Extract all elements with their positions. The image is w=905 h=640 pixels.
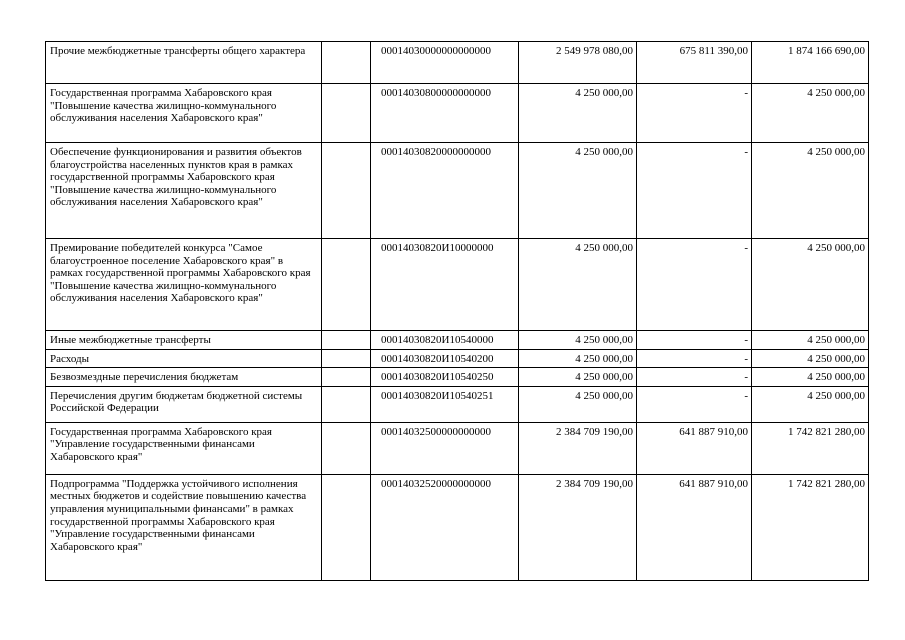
row-code: 00014030820И10540250 bbox=[371, 368, 519, 387]
table-row bbox=[46, 331, 869, 350]
row-name: Государственная программа Хабаровского края "Управление государственными финансами Хабаровского края" bbox=[46, 422, 322, 474]
table-row bbox=[46, 84, 869, 143]
row-value-3: 1 742 821 280,00 bbox=[752, 422, 869, 474]
row-empty-cell bbox=[322, 422, 371, 474]
row-name: Премирование победителей конкурса "Самое благоустроенное поселение Хабаровского края" в рамках государственной программы Хабаровского края "Повышение качества жилищно-коммунального обслуживания населения Хабаровского края" bbox=[46, 239, 322, 331]
row-value-2: - bbox=[637, 386, 752, 422]
table-body bbox=[46, 42, 869, 581]
row-value-2: - bbox=[637, 331, 752, 350]
row-empty-cell bbox=[322, 143, 371, 239]
row-empty-cell bbox=[322, 42, 371, 84]
row-value-2: - bbox=[637, 143, 752, 239]
row-name: Обеспечение функционирования и развития объектов благоустройства населенных пунктов края в рамках государственной программы Хабаровского края "Повышение качества жилищно-коммунального обслуживания населения Хабаровского края" bbox=[46, 143, 322, 239]
row-value-3: 4 250 000,00 bbox=[752, 84, 869, 143]
row-value-1: 4 250 000,00 bbox=[519, 349, 637, 368]
row-code: 00014032500000000000 bbox=[371, 422, 519, 474]
row-code: 00014030820И10540000 bbox=[371, 331, 519, 350]
row-empty-cell bbox=[322, 331, 371, 350]
row-code: 00014032520000000000 bbox=[371, 474, 519, 580]
table-row bbox=[46, 349, 869, 368]
row-value-3: 4 250 000,00 bbox=[752, 331, 869, 350]
row-code: 00014030000000000000 bbox=[371, 42, 519, 84]
row-empty-cell bbox=[322, 368, 371, 387]
row-value-3: 4 250 000,00 bbox=[752, 349, 869, 368]
budget-table-container bbox=[45, 41, 869, 581]
row-value-3: 4 250 000,00 bbox=[752, 143, 869, 239]
table-row bbox=[46, 42, 869, 84]
row-empty-cell bbox=[322, 239, 371, 331]
row-value-1: 4 250 000,00 bbox=[519, 386, 637, 422]
row-value-2: 641 887 910,00 bbox=[637, 422, 752, 474]
table-row bbox=[46, 422, 869, 474]
row-value-1: 2 384 709 190,00 bbox=[519, 422, 637, 474]
table-row bbox=[46, 386, 869, 422]
row-empty-cell bbox=[322, 474, 371, 580]
row-empty-cell bbox=[322, 349, 371, 368]
row-empty-cell bbox=[322, 386, 371, 422]
row-value-1: 2 549 978 080,00 bbox=[519, 42, 637, 84]
row-value-1: 2 384 709 190,00 bbox=[519, 474, 637, 580]
row-code: 00014030820И10540200 bbox=[371, 349, 519, 368]
row-code: 00014030820И10000000 bbox=[371, 239, 519, 331]
table-row bbox=[46, 239, 869, 331]
row-value-1: 4 250 000,00 bbox=[519, 368, 637, 387]
row-value-3: 4 250 000,00 bbox=[752, 368, 869, 387]
row-value-2: - bbox=[637, 368, 752, 387]
table-row bbox=[46, 474, 869, 580]
row-name: Подпрограмма "Поддержка устойчивого исполнения местных бюджетов и содействие повышению качества управления муниципальными финансами" в рамках государственной программы Хабаровского края "Управление государственными финансами Хабаровского края" bbox=[46, 474, 322, 580]
row-name: Перечисления другим бюджетам бюджетной системы Российской Федерации bbox=[46, 386, 322, 422]
table-row bbox=[46, 143, 869, 239]
row-value-2: - bbox=[637, 84, 752, 143]
budget-table bbox=[45, 41, 869, 581]
row-value-3: 4 250 000,00 bbox=[752, 239, 869, 331]
row-name: Государственная программа Хабаровского края "Повышение качества жилищно-коммунального обслуживания населения Хабаровского края" bbox=[46, 84, 322, 143]
row-value-2: 641 887 910,00 bbox=[637, 474, 752, 580]
table-row bbox=[46, 368, 869, 387]
row-code: 00014030800000000000 bbox=[371, 84, 519, 143]
row-value-2: 675 811 390,00 bbox=[637, 42, 752, 84]
row-code: 00014030820000000000 bbox=[371, 143, 519, 239]
row-code: 00014030820И10540251 bbox=[371, 386, 519, 422]
row-name: Расходы bbox=[46, 349, 322, 368]
row-value-3: 4 250 000,00 bbox=[752, 386, 869, 422]
row-name: Прочие межбюджетные трансферты общего характера bbox=[46, 42, 322, 84]
row-value-3: 1 742 821 280,00 bbox=[752, 474, 869, 580]
row-value-3: 1 874 166 690,00 bbox=[752, 42, 869, 84]
row-value-1: 4 250 000,00 bbox=[519, 331, 637, 350]
row-name: Безвозмездные перечисления бюджетам bbox=[46, 368, 322, 387]
row-value-1: 4 250 000,00 bbox=[519, 84, 637, 143]
row-name: Иные межбюджетные трансферты bbox=[46, 331, 322, 350]
row-value-2: - bbox=[637, 349, 752, 368]
row-value-2: - bbox=[637, 239, 752, 331]
row-value-1: 4 250 000,00 bbox=[519, 239, 637, 331]
row-value-1: 4 250 000,00 bbox=[519, 143, 637, 239]
row-empty-cell bbox=[322, 84, 371, 143]
